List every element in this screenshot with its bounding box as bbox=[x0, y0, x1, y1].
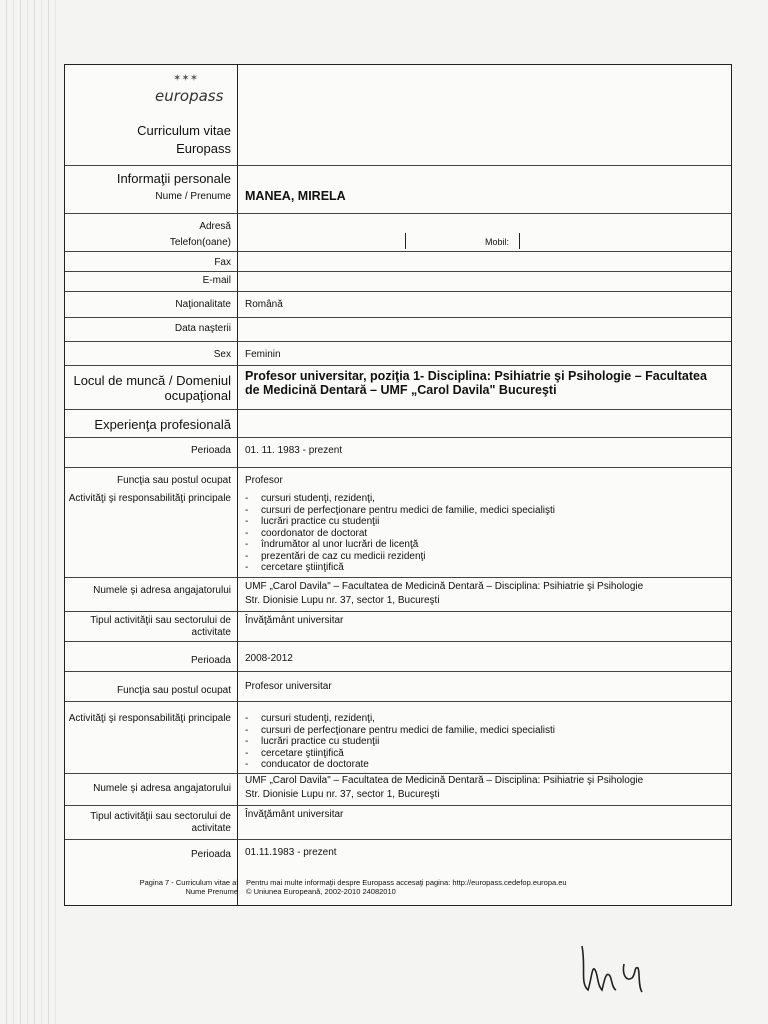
divider bbox=[65, 577, 731, 578]
activities-list bbox=[245, 493, 555, 574]
footer-right-line2: © Uniunea Europeană, 2002-2010 24082010 bbox=[246, 887, 396, 896]
job-value: Profesor universitar, poziţia 1- Disciplina: Psihiatrie şi Psihologie – Facultatea de Medicină Dentară – UMF „Carol Davila" Bucureşti bbox=[245, 369, 707, 397]
divider bbox=[65, 341, 731, 342]
scan-noise-strip bbox=[0, 0, 62, 1024]
function-value: Profesor universitar bbox=[245, 681, 332, 692]
activity-item: - cursuri studenţi, rezidenţi, bbox=[245, 493, 375, 504]
divider bbox=[65, 671, 731, 672]
column-divider bbox=[237, 65, 238, 905]
period-label: Perioada bbox=[190, 445, 231, 456]
eu-stars-icon: ✶✶✶ bbox=[173, 73, 199, 84]
employer-line2: Str. Dionisie Lupu nr. 37, sector 1, Bucureşti bbox=[245, 595, 440, 606]
divider bbox=[65, 437, 731, 438]
function-value: Profesor bbox=[245, 475, 283, 486]
activities-label: Activităţi şi responsabilităţi principale bbox=[68, 713, 231, 724]
sector-label: Tipul activităţii sau sectorului de activitate bbox=[90, 615, 231, 638]
phone-label: Telefon(oane) bbox=[169, 237, 231, 248]
address-label: Adresă bbox=[199, 221, 231, 232]
mobile-box-divider bbox=[519, 233, 521, 249]
nationality-label: Naţionalitate bbox=[175, 299, 231, 310]
handwritten-signature bbox=[576, 938, 656, 1003]
divider bbox=[65, 251, 731, 252]
sex-value: Feminin bbox=[245, 349, 281, 360]
activity-item: - lucrări practice cu studenţii bbox=[245, 516, 380, 527]
sector-value: Învăţământ universitar bbox=[245, 809, 344, 820]
birth-label: Data naşterii bbox=[174, 323, 231, 334]
period-value: 01. 11. 1983 - prezent bbox=[245, 445, 343, 456]
cv-page bbox=[64, 64, 732, 906]
personal-section-title: Informaţii personale bbox=[116, 171, 231, 186]
footer-left-line2: Nume Prenume bbox=[185, 887, 238, 896]
employer-label: Numele şi adresa angajatorului bbox=[93, 783, 231, 794]
activities-list bbox=[245, 713, 555, 771]
footer-right-line1: Pentru mai multe informaţii despre Europass accesaţi pagina: http://europass.cedefop.europa.eu bbox=[246, 878, 567, 887]
sex-label: Sex bbox=[213, 349, 231, 360]
activity-item: - prezentări de caz cu medicii rezidenţi bbox=[245, 550, 426, 562]
divider bbox=[65, 641, 731, 642]
footer-left-line1: Pagina 7 - Curriculum vitae al bbox=[139, 878, 238, 887]
period-value: 2008-2012 bbox=[245, 653, 293, 664]
name-label: Nume / Prenume bbox=[155, 191, 231, 202]
period-label: Perioada bbox=[190, 849, 231, 860]
divider bbox=[65, 213, 731, 214]
divider bbox=[65, 365, 731, 366]
employer-line2: Str. Dionisie Lupu nr. 37, sector 1, Bucureşti bbox=[245, 789, 440, 800]
sector-value: Învăţământ universitar bbox=[245, 615, 344, 626]
europass-logo bbox=[65, 65, 237, 117]
activity-item: - cercetare ştiinţifică bbox=[245, 747, 344, 759]
logo-text: europass bbox=[155, 87, 224, 105]
activity-item: - cursuri de perfecţionare pentru medici de familie, medici specialişti bbox=[245, 504, 556, 516]
divider bbox=[65, 773, 731, 774]
employer-label: Numele şi adresa angajatorului bbox=[93, 585, 231, 596]
period-value: 01.11.1983 - prezent bbox=[245, 847, 337, 858]
employer-line1: UMF „Carol Davila" – Facultatea de Medicină Dentară – Disciplina: Psihiatrie şi Psihologie bbox=[245, 581, 644, 592]
divider bbox=[65, 839, 731, 840]
divider bbox=[65, 409, 731, 410]
activity-item: - cercetare ştiinţifică bbox=[245, 562, 344, 573]
function-label: Funcţia sau postul ocupat bbox=[117, 685, 231, 696]
divider bbox=[65, 467, 731, 468]
name-value: MANEA, MIRELA bbox=[245, 189, 346, 203]
phone-box-divider bbox=[405, 233, 407, 249]
divider bbox=[65, 317, 731, 318]
activity-item: - conducator de doctorate bbox=[245, 759, 369, 770]
activity-item: - îndrumător al unor lucrări de licenţă bbox=[245, 539, 419, 550]
divider bbox=[65, 701, 731, 702]
job-label: Locul de muncă / Domeniul ocupaţional bbox=[73, 373, 231, 403]
divider bbox=[65, 291, 731, 292]
divider bbox=[65, 165, 731, 166]
function-label: Funcţia sau postul ocupat bbox=[117, 475, 231, 486]
nationality-value: Română bbox=[245, 299, 283, 310]
title-line1: Curriculum vitae bbox=[137, 123, 231, 138]
activity-item: - cursuri de perfecţionare pentru medici de familie, medici specialisti bbox=[245, 724, 556, 736]
sector-label: Tipul activităţii sau sectorului de activitate bbox=[90, 811, 231, 834]
divider bbox=[65, 805, 731, 806]
activity-item: - cursuri studenţi, rezidenţi, bbox=[245, 713, 375, 724]
title-line2: Europass bbox=[176, 141, 231, 156]
divider bbox=[65, 271, 731, 272]
period-label: Perioada bbox=[190, 655, 231, 666]
employer-line1: UMF „Carol Davila" – Facultatea de Medicină Dentară – Disciplina: Psihiatrie şi Psihologie bbox=[245, 775, 644, 786]
divider bbox=[65, 611, 731, 612]
experience-section-title: Experienţa profesională bbox=[94, 417, 231, 432]
email-label: E-mail bbox=[202, 275, 231, 286]
activity-item: - coordonator de doctorat bbox=[245, 527, 368, 539]
activity-item: - lucrări practice cu studenţii bbox=[245, 736, 380, 747]
fax-label: Fax bbox=[214, 257, 231, 268]
mobile-label: Mobil: bbox=[485, 237, 510, 247]
activities-label: Activităţi şi responsabilităţi principale bbox=[68, 493, 231, 504]
